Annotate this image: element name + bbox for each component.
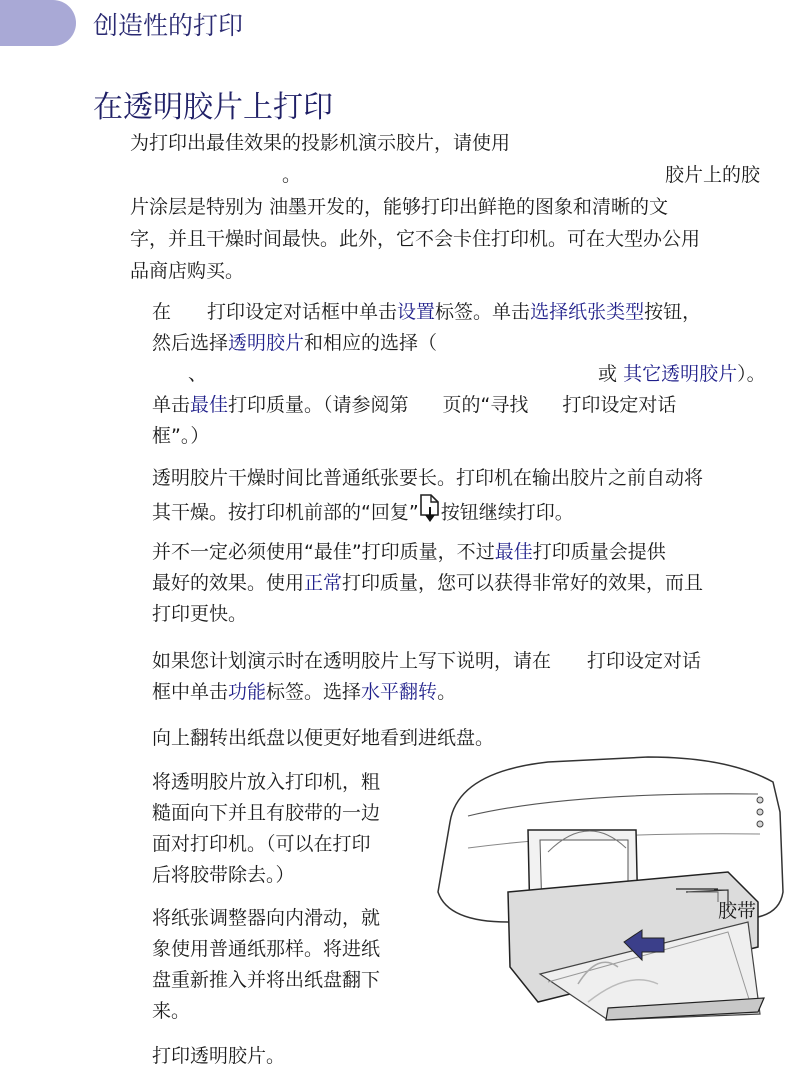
step3-line-1: 并不一定必须使用“最佳”打印质量，不过最佳打印质量会提供: [152, 541, 666, 563]
step6-line-4: 后将胶带除去。）: [152, 864, 295, 886]
intro-line-3: 片涂层是特别为 油墨开发的，能够打印出鲜艳的图象和清晰的文: [130, 196, 669, 218]
chapter-title: 创造性的打印: [93, 11, 244, 40]
step4-line-1: 如果您计划演示时在透明胶片上写下说明，请在 打印设定对话: [152, 650, 702, 672]
tape-callout-label: 胶带: [718, 900, 757, 922]
step1-line-3a: 、: [188, 363, 208, 385]
step2-line-2: 其干燥。按打印机前部的“回复” 按钮继续打印。: [152, 493, 574, 533]
step1-line-5: 框”。）: [152, 425, 210, 447]
section-title: 在透明胶片上打印: [93, 90, 333, 125]
step7-line-3: 盘重新推入并将出纸盘翻下: [152, 969, 381, 991]
step3-line-3: 打印更快。: [152, 603, 248, 625]
step2-line-1: 透明胶片干燥时间比普通纸张要长。打印机在输出胶片之前自动将: [152, 467, 704, 489]
step6-line-2: 糙面向下并且有胶带的一边: [152, 802, 381, 824]
chapter-tab: [0, 0, 76, 46]
intro-line-5: 品商店购买。: [130, 260, 245, 282]
intro-line-1: 为打印出最佳效果的投影机演示胶片，请使用: [130, 132, 511, 154]
step5-text: 向上翻转出纸盘以便更好地看到进纸盘。: [152, 727, 495, 749]
step1-line-3b: 或 其它透明胶片）。: [598, 363, 766, 385]
step3-line-2: 最好的效果。使用正常打印质量，您可以获得非常好的效果，而且: [152, 572, 704, 594]
step7-line-1: 将纸张调整器向内滑动，就: [152, 907, 381, 929]
step7-line-2: 象使用普通纸那样。将进纸: [152, 938, 381, 960]
intro-line-2b: 胶片上的胶: [665, 164, 761, 186]
resume-button-icon: [419, 493, 441, 533]
step8-text: 打印透明胶片。: [152, 1045, 286, 1067]
step1-line-2: 然后选择透明胶片和相应的选择（: [152, 332, 438, 354]
intro-line-4: 字，并且干燥时间最快。此外，它不会卡住打印机。可在大型办公用: [130, 228, 701, 250]
step7-line-4: 来。: [152, 1000, 191, 1022]
step1-line-1: 在 打印设定对话框中单击设置标签。单击选择纸张类型按钮，: [152, 301, 702, 323]
step6-line-3: 面对打印机。（可以在打印: [152, 833, 371, 855]
step4-line-2: 框中单击功能标签。选择水平翻转。: [152, 681, 457, 703]
intro-line-2a: 。: [282, 164, 302, 186]
step1-line-4: 单击最佳打印质量。（请参阅第 页的“寻找 打印设定对话: [152, 394, 677, 416]
step6-line-1: 将透明胶片放入打印机，粗: [152, 771, 381, 793]
